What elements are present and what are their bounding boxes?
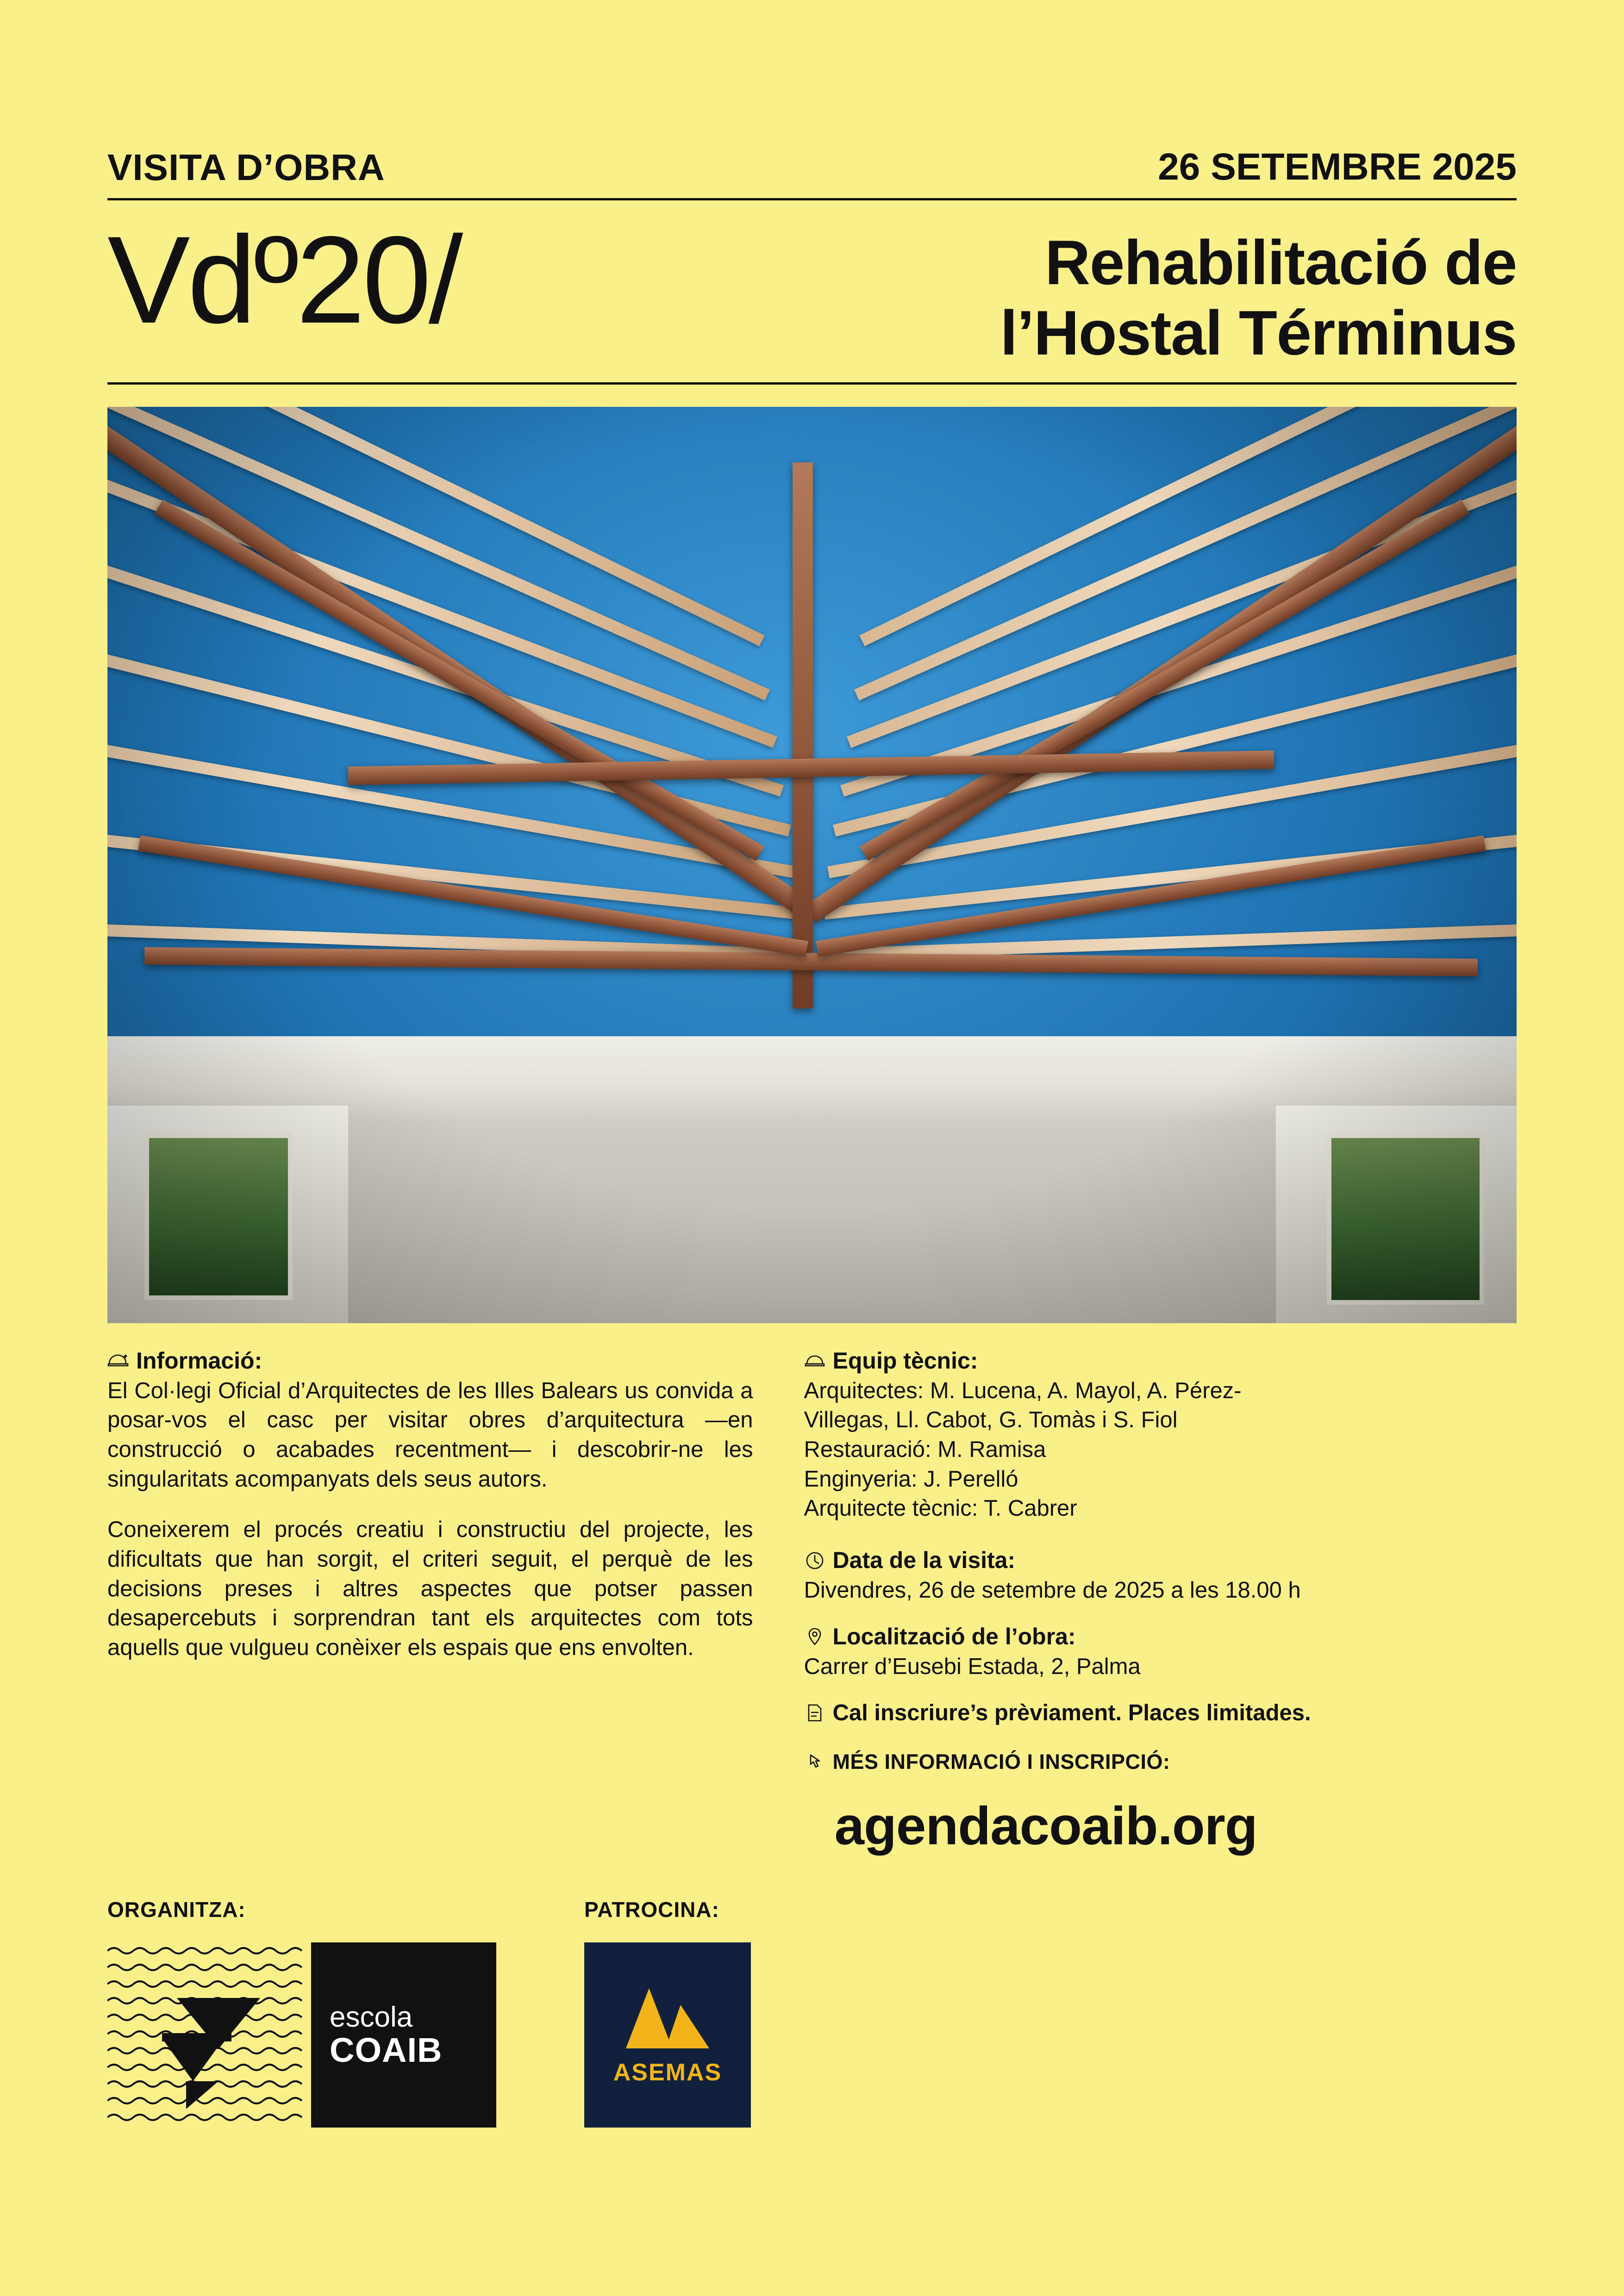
pin-icon <box>804 1626 825 1647</box>
location-heading <box>804 1624 1517 1649</box>
patrocina-label: PATROCINA: <box>584 1898 719 1922</box>
header-divider-top <box>107 198 1517 200</box>
sponsor-area <box>107 1897 753 2128</box>
project-photo <box>107 407 1517 1323</box>
team-heading <box>804 1348 1517 1374</box>
team-heading-label: Equip tècnic: <box>832 1347 978 1374</box>
location-block <box>804 1624 1517 1682</box>
visit-code: Vdº20/ <box>107 210 461 349</box>
info-paragraph-1: El Col·legi Oficial d’Arquitectes de les Illes Balears us convida a posar-vos el casc per visitar obres d’arquitectura —en construcció o acabades recentment— i descobrir-ne les singularitats acompanyats dels seus autors. <box>107 1378 753 1492</box>
info-paragraph-2: Coneixerem el procés creatiu i constructiu del projecte, les dificultats que han sorgit, el criteri seguit, el perquè de les decisions preses i altres aspectes que potser passen desapercebuts i sorprendran tant els arquitectes com tots aquells que vulgueu conèixer els espais que ens envolten. <box>107 1517 753 1661</box>
sponsor-labels <box>107 1897 753 1922</box>
kicker-label: VISITA D’OBRA <box>107 147 385 188</box>
team-line: Enginyeria: J. Perelló <box>804 1466 1018 1492</box>
team-line: Restauració: M. Ramisa <box>804 1437 1046 1462</box>
registration-note <box>804 1700 1517 1726</box>
date-heading-label: Data de la visita: <box>832 1547 1016 1574</box>
more-info-row <box>804 1750 1517 1774</box>
info-heading <box>107 1348 753 1374</box>
page-title-line-1: Rehabilitació de <box>1045 227 1517 298</box>
organitza-label: ORGANITZA: <box>107 1898 246 1922</box>
clock-icon <box>804 1550 825 1571</box>
team-line: Villegas, Ll. Cabot, G. Tomàs i S. Fiol <box>804 1407 1178 1433</box>
header-divider-bottom <box>107 382 1517 385</box>
page-title-line-2: l’Hostal Términus <box>1000 298 1517 368</box>
page-title <box>1000 216 1517 368</box>
helmet-icon <box>804 1350 825 1371</box>
photo-vignette <box>107 407 1517 1323</box>
asemas-logo <box>584 1942 751 2128</box>
escola-coaib-logo <box>311 1942 496 2128</box>
team-block <box>804 1348 1517 1524</box>
escola-logo-line-2: COAIB <box>330 2031 443 2070</box>
escola-logo-line-1: escola <box>330 2001 413 2034</box>
asemas-mark-icon <box>621 1984 714 2048</box>
team-line: Arquitecte tècnic: T. Cabrer <box>804 1496 1077 1521</box>
content-columns <box>107 1347 1517 1856</box>
coaib-logo <box>107 1942 311 2128</box>
details-column <box>804 1347 1517 1856</box>
more-info-text: MÉS INFORMACIÓ I INSCRIPCIÓ: <box>832 1750 1170 1774</box>
location-heading-label: Localització de l’obra: <box>832 1623 1076 1649</box>
poster-footer <box>107 1897 1517 2128</box>
logo-row <box>107 1942 753 2128</box>
registration-link[interactable]: agendacoaib.org <box>834 1796 1257 1856</box>
info-column <box>107 1348 753 1853</box>
form-icon <box>804 1702 825 1724</box>
helmet-icon <box>107 1350 129 1371</box>
poster-header <box>107 0 1517 186</box>
title-row <box>107 210 1517 368</box>
team-line: Arquitectes: M. Lucena, A. Mayol, A. Pérez- <box>804 1378 1242 1403</box>
date-heading <box>804 1548 1517 1573</box>
date-block <box>804 1548 1517 1605</box>
asemas-logo-text: ASEMAS <box>613 2059 722 2086</box>
info-heading-label: Informació: <box>136 1347 262 1374</box>
event-date: 26 SETEMBRE 2025 <box>1158 146 1517 188</box>
registration-note-text: Cal inscriure’s prèviament. Places limitades. <box>832 1700 1311 1726</box>
cursor-click-icon <box>804 1751 825 1773</box>
location-value: Carrer d’Eusebi Estada, 2, Palma <box>804 1654 1141 1679</box>
date-value: Divendres, 26 de setembre de 2025 a les 18.00 h <box>804 1578 1301 1603</box>
